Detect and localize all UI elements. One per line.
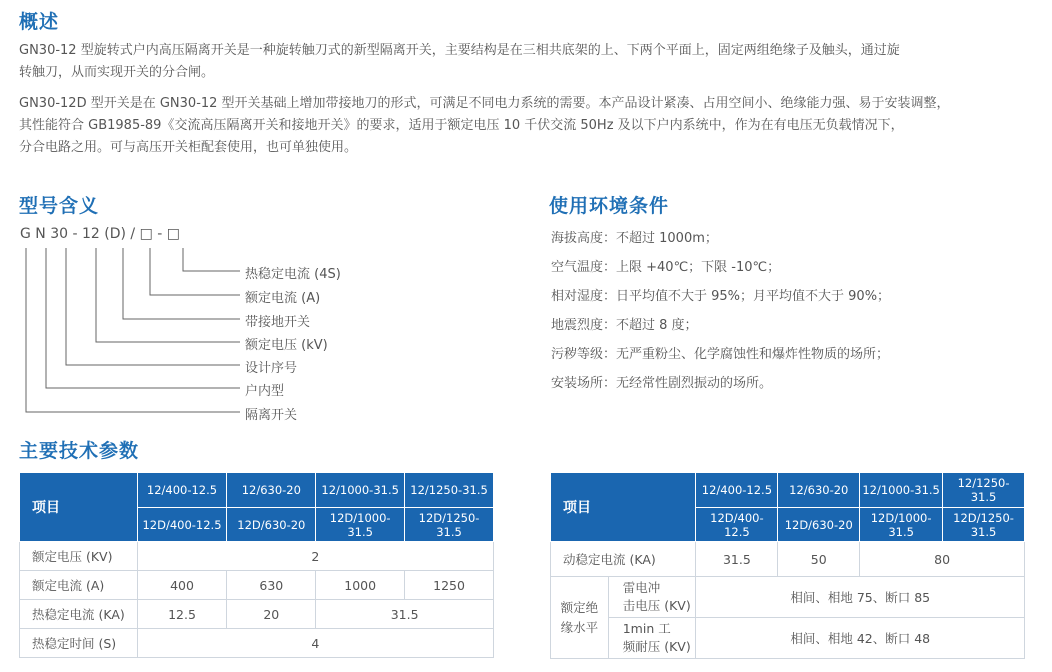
env-altitude: 海拔高度：不超过 1000m； [551,231,718,246]
table-row [551,542,1025,577]
cell-value: 80 [860,542,1025,577]
table-header-item: 项目 [551,473,696,542]
label-line: 额定绝 [560,599,599,615]
overview-title: 概述 [19,11,60,33]
table-header-model: 12/630-20 [227,473,316,508]
paragraph-line: 其性能符合 GB1985-89《交流高压隔离开关和接地开关》的要求，适用于额定电压 10 千伏交流 50Hz 及以下户内系统中，作为在有电压无负载情况下， [19,118,904,133]
table-header-model: 12D/1000-31.5 [316,508,405,542]
table-header-model: 12D/400-12.5 [137,508,227,542]
table-header-model: 12/1250-31.5 [405,473,494,508]
table-row [20,629,494,658]
env-pollution: 污秽等级：无严重粉尘、化学腐蚀性和爆炸性物质的场所； [551,347,890,362]
model-code: G N 30 - 12 (D) / □ - □ [20,226,180,242]
params-title: 主要技术参数 [19,440,140,462]
label-line: 频耐压 (KV) [622,639,691,654]
table-row [20,600,494,629]
env-seismic: 地震烈度：不超过 8 度； [551,318,698,333]
cell-value: 1000 [316,571,405,600]
overview-paragraph-1 [19,40,1039,84]
table-row [551,577,1025,618]
cell-value: 630 [227,571,316,600]
cell-value: 20 [227,600,316,629]
cell-value: 1250 [405,571,494,600]
model-label-design-serial: 设计序号 [245,361,298,376]
model-label-indoor: 户内型 [245,384,285,399]
env-temperature: 空气温度：上限 +40℃；下限 -10℃； [551,260,781,275]
table-header-item: 项目 [20,473,138,542]
label-line: 雷电冲 [622,580,661,595]
paragraph-line: 转触刀，从而实现开关的分合闸。 [19,65,215,80]
cell-value: 31.5 [316,600,494,629]
env-installation: 安装场所：无经常性剧烈振动的场所。 [551,376,773,391]
model-title: 型号含义 [19,195,100,217]
cell-value: 12.5 [137,600,227,629]
table-header-model: 12/1250-31.5 [943,473,1025,508]
table-row [20,542,494,571]
overview-paragraph-2 [19,93,1039,159]
model-label-earthing-switch: 带接地开关 [245,315,311,330]
paragraph-line: GN30-12 型旋转式户内高压隔离开关是一种旋转触刀式的新型隔离开关，主要结构是在三相共底架的上、下两个平面上，固定两组绝缘子及触头，通过旋 [19,43,900,58]
params-table-1 [19,472,494,658]
cell-value: 相间、相地 42、断口 48 [696,618,1025,659]
row-label-rated-voltage: 额定电压 (KV) [20,542,138,571]
model-label-rated-current: 额定电流 (A) [245,291,321,306]
row-label-power-frequency [608,618,696,659]
environment-title: 使用环境条件 [549,195,670,217]
table-header-model: 12D/400-12.5 [696,508,778,542]
table-header-model: 12/400-12.5 [696,473,778,508]
table-header-model: 12D/1000-31.5 [860,508,943,542]
paragraph-line: 分合电路之用。可与高压开关柜配套使用，也可单独使用。 [19,140,358,155]
cell-value: 50 [778,542,860,577]
table-row [551,618,1025,659]
table-header-model: 12/400-12.5 [137,473,227,508]
row-label-impulse-voltage [608,577,696,618]
row-label-insulation-level [551,577,609,659]
table-row [20,571,494,600]
table-header-model: 12D/1250-31.5 [943,508,1025,542]
table-header-model: 12/630-20 [778,473,860,508]
label-line: 击电压 (KV) [622,598,691,613]
model-label-rated-voltage: 额定电压 (kV) [245,338,328,353]
row-label-dynamic-current: 动稳定电流 (KA) [551,542,696,577]
table-header-model: 12D/1250-31.5 [405,508,494,542]
cell-value: 4 [137,629,493,658]
model-label-thermal-current: 热稳定电流 (4S) [245,267,341,282]
label-line: 1min 工 [622,621,671,636]
paragraph-line: GN30-12D 型开关是在 GN30-12 型开关基础上增加带接地刀的形式，可满足不同电力系统的需要。本产品设计紧凑、占用空间小、绝缘能力强、易于安装调整， [19,96,950,111]
params-table-2 [550,472,1025,659]
label-line: 缘水平 [560,619,599,635]
cell-value: 31.5 [696,542,778,577]
env-humidity: 相对湿度：日平均值不大于 95%；月平均值不大于 90%； [551,289,891,304]
table-header-model: 12D/630-20 [227,508,316,542]
table-header-model: 12D/630-20 [778,508,860,542]
row-label-rated-current: 额定电流 (A) [20,571,138,600]
model-label-disconnector: 隔离开关 [245,408,298,423]
cell-value: 2 [137,542,493,571]
cell-value: 400 [137,571,227,600]
row-label-thermal-current: 热稳定电流 (KA) [20,600,138,629]
row-label-thermal-time: 热稳定时间 (S) [20,629,138,658]
table-header-model: 12/1000-31.5 [860,473,943,508]
table-header-model: 12/1000-31.5 [316,473,405,508]
cell-value: 相间、相地 75、断口 85 [696,577,1025,618]
